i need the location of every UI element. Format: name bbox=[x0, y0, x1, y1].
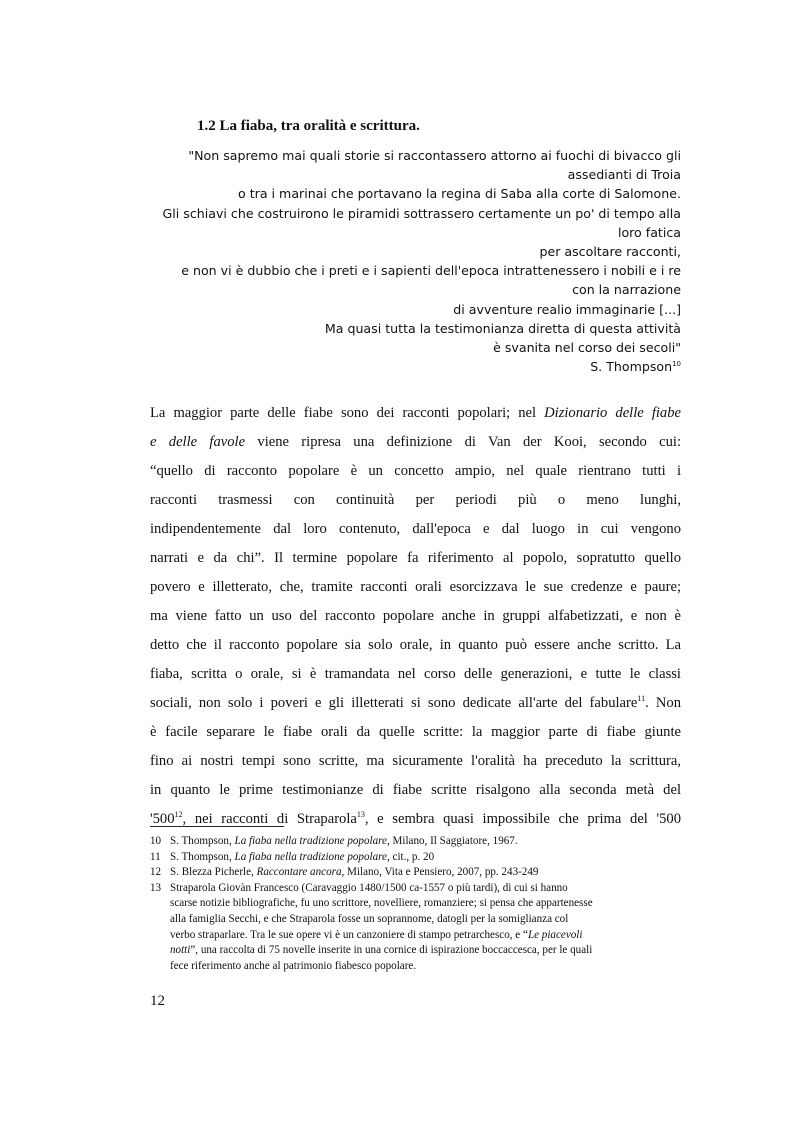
body-line: è facile separare le fiabe orali da quelle scritte: la maggior parte di fiabe giunte bbox=[150, 724, 681, 740]
book-title: notti bbox=[170, 944, 191, 957]
body-paragraph bbox=[150, 399, 681, 834]
book-title: Dizionario delle fiabe bbox=[544, 405, 681, 421]
body-line: fiaba, scritta o orale, si è tramandata nel corso delle generazioni, e tutte le classi bbox=[150, 666, 681, 682]
epigraph-line: Gli schiavi che costruirono le piramidi sottrassero certamente un po' di tempo alla bbox=[162, 205, 681, 221]
footnote-ref[interactable]: 13 bbox=[356, 810, 365, 820]
footnotes bbox=[150, 834, 681, 974]
footnote: 13 Straparola Giovàn Francesco (Caravaggio 1480/1500 ca-1557 o più tardi), di cui si hanno scarse notizie bibliografiche, fu uno scrittore, novelliere, romanziere; si pensa che appartenesse alla famiglia Secchi, e che Straparola fosse un soprannome, datogli per la somiglianza col verbo straparlare. Tra le sue opere vi è un canzoniere di stampo petrarchesco, e “Le piacevoli notti”, una raccolta di 75 novelle inserite in una cornice di ispirazione boccaccesca, per le quali fece riferimento anche al patrimonio fiabesco popolare. bbox=[150, 881, 593, 972]
footnote-number: 11 bbox=[150, 850, 161, 863]
body-line: “quello di racconto popolare è un concetto ampio, nel quale rientrano tutti i bbox=[150, 463, 681, 479]
footnote-divider bbox=[150, 826, 284, 827]
footnote: 10 S. Thompson, La fiaba nella tradizione popolare, Milano, Il Saggiatore, 1967. bbox=[150, 834, 681, 850]
epigraph-line: o tra i marinai che portavano la regina di Saba alla corte di Salomone. bbox=[238, 186, 681, 202]
footnote-ref[interactable]: 12 bbox=[174, 810, 183, 820]
body-line: sociali, non solo i poveri e gli illetterati si sono dedicate all'arte del fabulare$^{11}$. Non bbox=[150, 694, 681, 711]
epigraph-line: è svanita nel corso dei secoli" bbox=[493, 340, 681, 356]
epigraph-line: e non vi è dubbio che i preti e i sapienti dell'epoca intrattenessero i nobili e i re bbox=[181, 263, 681, 279]
epigraph-line: Ma quasi tutta la testimonianza diretta di questa attività bbox=[324, 320, 681, 336]
body-line: in quanto le prime testimonianze di fiabe scritte risalgono alla seconda metà del bbox=[150, 782, 681, 798]
footnote-number: 10 bbox=[150, 835, 162, 847]
body-line: '$500^{12}$, nei racconti di Straparola$^{13}$, e sembra quasi impossibile che prima del '500 bbox=[150, 810, 682, 827]
epigraph-line: per ascoltare racconti, bbox=[539, 244, 681, 260]
footnote: 11 S. Thompson, La fiaba nella tradizione popolare, cit., p. 20 bbox=[150, 850, 681, 866]
body-line: e delle favole viene ripresa una definizione di Van der Kooi, secondo cui: bbox=[150, 434, 681, 450]
body-line: racconti trasmessi con continuità per periodi più o meno lunghi, bbox=[150, 492, 681, 508]
epigraph-line: di avventure realio immaginarie [...] bbox=[453, 301, 681, 317]
body-line: indipendentemente dal loro contenuto, dall'epoca e dal luogo in cui vengono bbox=[150, 521, 681, 537]
book-title: Le piacevoli bbox=[527, 928, 583, 941]
book-title: La fiaba nella tradizione popolare bbox=[234, 835, 387, 847]
page-number: 12 bbox=[150, 993, 165, 1009]
epigraph-line: con la narrazione bbox=[572, 282, 681, 298]
body-line: povero e illetterato, che, tramite racconti orali esorcizzava le sue credenze e paure; bbox=[150, 579, 681, 595]
footnote-number: 12 bbox=[150, 866, 162, 879]
book-title: Raccontare ancora bbox=[256, 866, 342, 879]
epigraph-attribution bbox=[121, 357, 681, 376]
body-line: La maggior parte delle fiabe sono dei racconti popolari; nel Dizionario delle fiabe bbox=[150, 405, 681, 421]
epigraph-line: "Non sapremo mai quali storie si raccontassero attorno ai fuochi di bivacco gli bbox=[188, 148, 681, 163]
epigraph-quote bbox=[121, 146, 681, 376]
footnote-ref[interactable]: 11 bbox=[637, 694, 646, 704]
footnote: 12 S. Blezza Picherle, Raccontare ancora, Milano, Vita e Pensiero, 2007, pp. 243-249 bbox=[150, 865, 681, 881]
epigraph-line: loro fatica bbox=[617, 224, 681, 240]
section-heading: 1.2 La fiaba, tra oralità e scrittura. bbox=[197, 118, 420, 134]
body-line: ma viene fatto un uso del racconto popolare anche in gruppi alfabetizzati, e non è bbox=[150, 608, 681, 624]
body-line: fino ai nostri tempi sono scritte, ma sicuramente l'oralità ha preceduto la scrittura, bbox=[150, 753, 681, 769]
footnote-ref[interactable]: 10 bbox=[672, 360, 681, 369]
epigraph-author: S. Thompson bbox=[590, 359, 673, 375]
body-line: detto che il racconto popolare sia solo orale, in quanto può essere anche scritto. La bbox=[150, 637, 681, 653]
book-title: La fiaba nella tradizione popolare bbox=[234, 850, 387, 863]
book-title: e delle favole bbox=[150, 434, 246, 450]
footnote-number: 13 bbox=[150, 881, 162, 894]
body-line: narrati e da chi”. Il termine popolare fa riferimento al popolo, sopratutto quello bbox=[150, 550, 681, 566]
epigraph-line: assedianti di Troia bbox=[567, 167, 681, 183]
